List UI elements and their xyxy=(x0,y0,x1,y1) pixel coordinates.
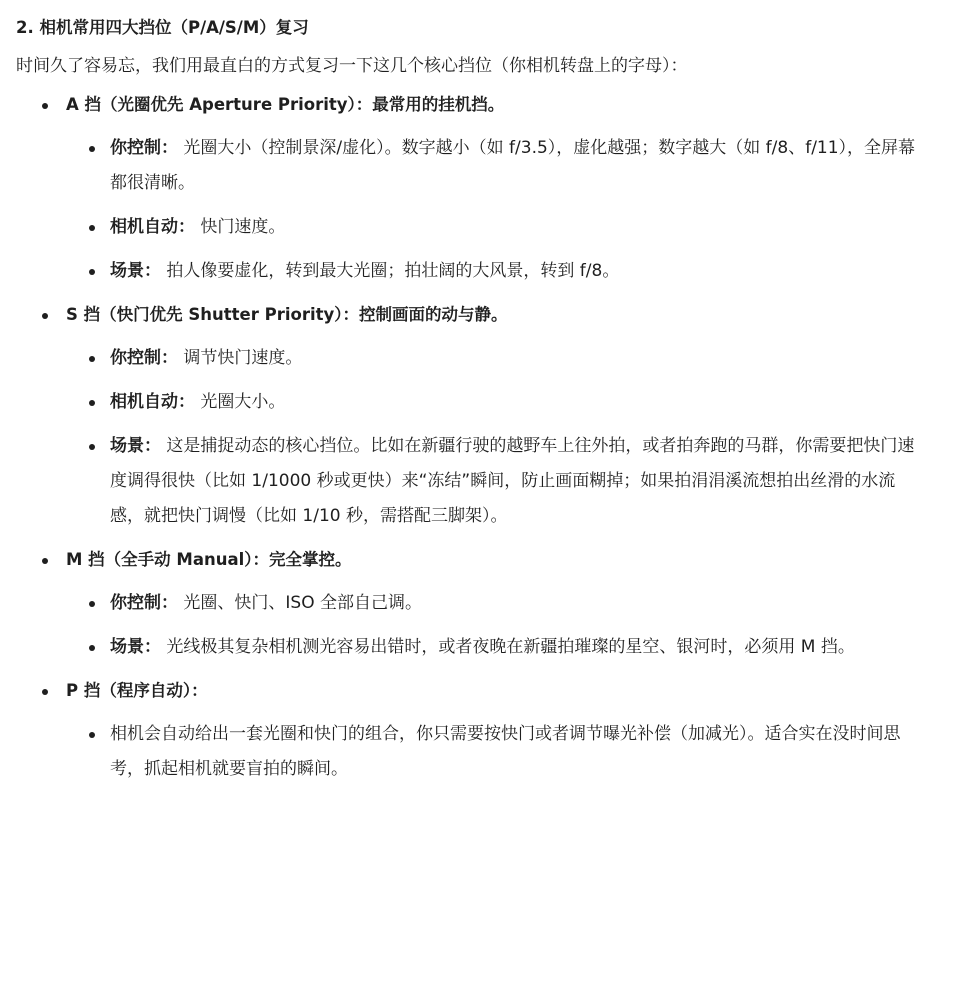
detail-item xyxy=(66,586,921,621)
detail-text: 这是捕捉动态的核心挡位。比如在新疆行驶的越野车上往外拍，或者拍奔跑的马群，你需要把快门速度调得很快（比如 1/1000 秒或更快）来“冻结”瞬间，防止画面糊掉；如果拍涓涓溪流想拍出丝滑的水流感，就把快门调慢（比如 1/10 秒，需搭配三脚架）。 xyxy=(110,436,915,526)
mode-item-p xyxy=(16,677,961,787)
detail-text: 光圈大小（控制景深/虚化）。数字越小（如 f/3.5），虚化越强；数字越大（如 f/8、f/11），全屏幕都很清晰。 xyxy=(110,138,916,193)
mode-list xyxy=(16,91,961,787)
mode-item-m xyxy=(16,546,961,665)
detail-item xyxy=(66,429,921,534)
mode-details xyxy=(66,131,961,289)
bullet-icon xyxy=(42,689,48,695)
bullet-icon xyxy=(89,601,95,607)
mode-heading: S 挡（快门优先 Shutter Priority）：控制画面的动与静。 xyxy=(66,305,508,324)
detail-text: 光线极其复杂相机测光容易出错时，或者夜晚在新疆拍璀璨的星空、银河时，必须用 M 挡。 xyxy=(161,637,855,657)
mode-details xyxy=(66,341,961,534)
mode-heading: P 挡（程序自动）： xyxy=(66,681,208,700)
detail-item xyxy=(66,131,921,201)
detail-label: 你控制： xyxy=(110,593,178,613)
intro-paragraph: 时间久了容易忘，我们用最直白的方式复习一下这几个核心挡位（你相机转盘上的字母）： xyxy=(16,56,688,76)
bullet-icon xyxy=(42,103,48,109)
detail-item xyxy=(66,254,921,289)
detail-text: 拍人像要虚化，转到最大光圈；拍壮阔的大风景，转到 f/8。 xyxy=(161,261,620,281)
bullet-icon xyxy=(89,444,95,450)
bullet-icon xyxy=(89,225,95,231)
detail-item xyxy=(66,210,921,245)
bullet-icon xyxy=(89,645,95,651)
detail-item xyxy=(66,385,921,420)
detail-item xyxy=(66,341,921,376)
mode-heading: M 挡（全手动 Manual）：完全掌控。 xyxy=(66,550,352,569)
mode-details xyxy=(66,586,961,665)
bullet-icon xyxy=(42,313,48,319)
detail-label: 场景： xyxy=(110,436,161,456)
detail-item xyxy=(66,717,921,787)
bullet-icon xyxy=(89,146,95,152)
detail-label: 场景： xyxy=(110,637,161,657)
mode-item-s xyxy=(16,301,961,534)
detail-text: 快门速度。 xyxy=(195,217,286,237)
mode-heading: A 挡（光圈优先 Aperture Priority）：最常用的挂机挡。 xyxy=(66,95,505,114)
mode-item-a xyxy=(16,91,961,289)
bullet-icon xyxy=(89,356,95,362)
detail-label: 相机自动： xyxy=(110,392,195,412)
detail-item xyxy=(66,630,921,665)
detail-label: 你控制： xyxy=(110,138,178,158)
detail-text: 相机会自动给出一套光圈和快门的组合，你只需要按快门或者调节曝光补偿（加减光）。适合实在没时间思考，抓起相机就要盲拍的瞬间。 xyxy=(110,724,901,779)
detail-label: 场景： xyxy=(110,261,161,281)
section-title: 2. 相机常用四大挡位（P/A/S/M）复习 xyxy=(16,18,309,37)
detail-label: 你控制： xyxy=(110,348,178,368)
detail-text: 调节快门速度。 xyxy=(178,348,303,368)
bullet-icon xyxy=(89,269,95,275)
mode-details xyxy=(66,717,961,787)
bullet-icon xyxy=(89,400,95,406)
detail-text: 光圈大小。 xyxy=(195,392,286,412)
bullet-icon xyxy=(89,732,95,738)
detail-text: 光圈、快门、ISO 全部自己调。 xyxy=(178,593,422,613)
bullet-icon xyxy=(42,558,48,564)
detail-label: 相机自动： xyxy=(110,217,195,237)
